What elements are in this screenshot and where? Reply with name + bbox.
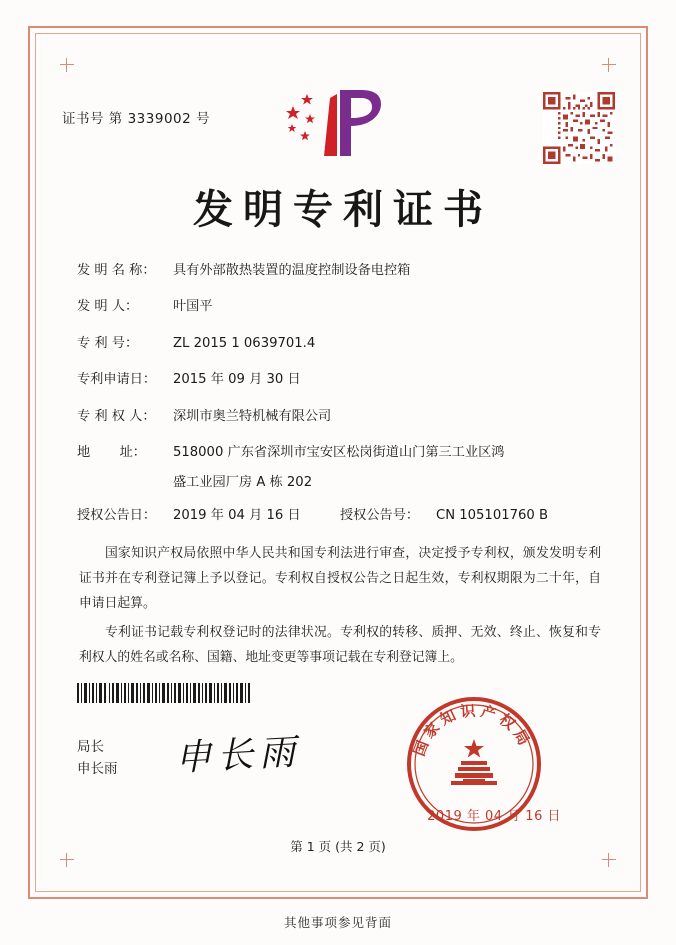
barcode <box>77 683 253 703</box>
field-label: 授权公告号： <box>340 507 420 523</box>
paragraph-registry: 专利证书记载专利权登记时的法律状况。专利权的转移、质押、无效、终止、恢复和专利权人的姓名或名称、国籍、地址变更等事项记载在专利登记簿上。 <box>79 625 601 665</box>
field-value: 叶国平 <box>173 299 213 315</box>
page-number: 第 1 页 (共 2 页) <box>290 839 386 854</box>
field-value: 2015 年 09 月 30 日 <box>173 372 301 388</box>
field-label: 授权公告日： <box>77 507 157 523</box>
field-value: 2019 年 04 月 16 日 <box>173 507 301 523</box>
certificate-content <box>55 52 621 885</box>
field-patent-number <box>77 334 603 354</box>
field-value: CN 105101760 B <box>436 507 549 523</box>
field-invention-name <box>77 261 603 281</box>
field-label: 地 址： <box>77 445 146 461</box>
certificate-header <box>55 52 621 160</box>
field-announcement <box>77 506 603 526</box>
page-title: 发明专利证书 <box>193 187 493 233</box>
paragraph-grant: 国家知识产权局依照中华人民共和国专利法进行审查，决定授予专利权，颁发发明专利证书并在专利登记簿上予以登记。专利权自授权公告之日起生效，专利权期限为二十年，自申请日起算。 <box>79 546 601 612</box>
svg-text:国家知识产权局: 国家知识产权局 <box>410 701 536 759</box>
footer-note: 其他事项参见背面 <box>283 915 392 930</box>
certificate-footer <box>55 677 621 857</box>
director-name: 申长雨 <box>77 760 118 777</box>
cnipa-logo-icon <box>283 84 393 162</box>
certificate-number: 证书号 第 3339002 号 <box>62 111 210 127</box>
director-signature: 申长雨 <box>174 731 303 780</box>
field-label: 专 利 权 人： <box>77 408 156 424</box>
announcement-date <box>77 506 340 526</box>
field-value: ZL 2015 1 0639701.4 <box>173 335 316 351</box>
field-label: 专利申请日： <box>77 372 157 388</box>
director-label <box>77 737 118 780</box>
director-title: 局长 <box>77 739 104 755</box>
announcement-number <box>340 506 548 526</box>
field-value: 具有外部散热装置的温度控制设备电控箱 <box>173 263 411 278</box>
legal-paragraphs <box>55 542 621 671</box>
field-label: 发 明 人： <box>77 299 139 315</box>
field-address-line2: 盛工业园厂房 A 栋 202 <box>173 474 313 490</box>
field-label: 专 利 号： <box>77 335 139 351</box>
qr-code <box>543 92 615 164</box>
seal-date: 2019 年 04 月 16 日 <box>427 809 561 824</box>
field-application-date <box>77 370 603 390</box>
field-list <box>55 261 621 526</box>
field-patentee <box>77 407 603 427</box>
field-value: 518000 广东省深圳市宝安区松岗街道山门第三工业区鸿 <box>173 445 505 461</box>
field-inventor <box>77 297 603 317</box>
field-address <box>77 443 603 463</box>
field-value: 深圳市奥兰特机械有限公司 <box>173 408 332 424</box>
field-label: 发 明 名 称： <box>77 263 156 278</box>
